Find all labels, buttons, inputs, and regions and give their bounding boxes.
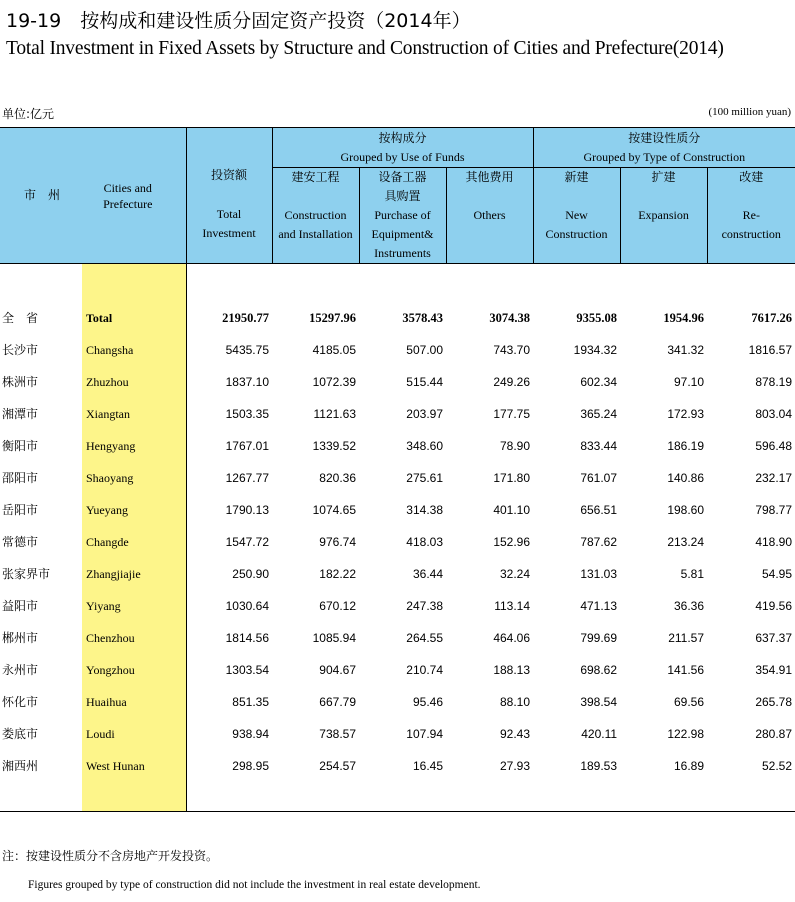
row-name-cn: 株洲市	[2, 374, 39, 389]
cell-value: 131.03	[580, 566, 618, 581]
row-name-en: Changde	[82, 526, 186, 558]
cell-value: 418.90	[755, 534, 793, 549]
header-col-en: New Construction	[545, 208, 608, 241]
row-name-cn: 永州市	[2, 662, 39, 677]
row-name-cn: 怀化市	[2, 694, 39, 709]
cell-value: 904.67	[319, 662, 356, 677]
bottom-cell-yellow	[82, 782, 186, 812]
cell-value: 602.34	[580, 374, 618, 389]
cell-value: 1837.10	[225, 374, 269, 389]
cell-value: 4185.05	[312, 342, 356, 357]
cell-value: 177.75	[493, 406, 531, 421]
table-row	[0, 590, 795, 622]
unit-label-cn: 单位:亿元	[2, 107, 55, 121]
header-total-en: Total Investment	[202, 207, 256, 240]
cell-value: 97.10	[674, 374, 705, 389]
cell-value: 507.00	[406, 342, 443, 357]
cell-value: 667.79	[319, 694, 356, 709]
unit-label-en: (100 million yuan)	[708, 106, 791, 118]
row-name-cn: 长沙市	[2, 342, 39, 357]
header-group-construction-cn: 按建设性质分	[628, 131, 701, 145]
row-name-en: Chenzhou	[82, 622, 186, 654]
spacer-cell-yellow	[82, 264, 186, 302]
row-name-en: Yiyang	[82, 590, 186, 622]
spacer-cell	[186, 264, 795, 302]
header-group-construction-en: Grouped by Type of Construction	[583, 150, 746, 164]
cell-value: 3074.38	[489, 310, 531, 325]
header-col-en: Others	[473, 208, 506, 222]
cell-value: 1954.96	[663, 310, 705, 325]
row-name-en: Huaihua	[82, 686, 186, 718]
header-total-cn: 投资额	[210, 168, 247, 182]
header-col-en: Construction and Installation	[278, 208, 353, 241]
cell-value: 398.54	[580, 694, 618, 709]
row-name-en: Changsha	[82, 334, 186, 366]
cell-value: 172.93	[667, 406, 705, 421]
header-col-cn: 其他费用	[465, 170, 514, 184]
cell-value: 471.13	[580, 598, 618, 613]
cell-value: 265.78	[755, 694, 793, 709]
cell-value: 419.56	[755, 598, 793, 613]
cell-value: 515.44	[406, 374, 443, 389]
cell-value: 1085.94	[312, 630, 356, 645]
cell-value: 314.38	[406, 502, 443, 517]
cell-value: 88.10	[500, 694, 531, 709]
investment-table	[0, 127, 795, 812]
cell-value: 1339.52	[312, 438, 356, 453]
cell-value: 3578.43	[402, 310, 443, 325]
cell-value: 418.03	[406, 534, 443, 549]
row-name-en: West Hunan	[82, 750, 186, 782]
row-name-cn: 湘西州	[2, 758, 39, 773]
cell-value: 211.57	[668, 630, 705, 645]
cell-value: 152.96	[493, 534, 531, 549]
cell-value: 122.98	[667, 726, 705, 741]
row-name-cn: 益阳市	[2, 598, 39, 613]
cell-value: 1767.01	[225, 438, 269, 453]
cell-value: 851.35	[232, 694, 269, 709]
spacer-cell	[0, 264, 82, 302]
cell-value: 189.53	[580, 758, 618, 773]
header-col-5	[707, 168, 795, 264]
cell-value: 354.91	[755, 662, 793, 677]
cell-value: 596.48	[755, 438, 793, 453]
cell-value: 15297.96	[309, 310, 356, 325]
bottom-cell	[186, 782, 795, 812]
cell-value: 1790.13	[225, 502, 269, 517]
cell-value: 210.74	[406, 662, 443, 677]
cell-value: 213.24	[667, 534, 705, 549]
header-group-funds-en: Grouped by Use of Funds	[340, 150, 465, 164]
header-col-en: Expansion	[638, 208, 689, 222]
cell-value: 341.32	[667, 342, 705, 357]
cell-value: 938.94	[232, 726, 269, 741]
cell-value: 1030.64	[225, 598, 269, 613]
table-row	[0, 654, 795, 686]
cell-value: 761.07	[580, 470, 618, 485]
header-col-en: Re-construction	[721, 208, 781, 241]
cell-value: 232.17	[755, 470, 793, 485]
page-title-cn: 19-19 按构成和建设性质分固定资产投资（2014年）	[6, 10, 471, 32]
table-row	[0, 526, 795, 558]
table-row	[0, 462, 795, 494]
header-group-funds-cn: 按构成分	[378, 131, 427, 145]
cell-value: 401.10	[493, 502, 531, 517]
cell-value: 1814.56	[225, 630, 269, 645]
cell-value: 7617.26	[751, 310, 793, 325]
header-col-cn: 扩建	[651, 170, 676, 184]
cell-value: 738.57	[319, 726, 356, 741]
cell-value: 140.86	[667, 470, 705, 485]
table-row	[0, 398, 795, 430]
header-group-construction	[533, 128, 795, 168]
cell-value: 5.81	[680, 566, 705, 581]
cell-value: 264.55	[406, 630, 443, 645]
cell-value: 254.57	[319, 758, 356, 773]
cell-value: 249.26	[493, 374, 531, 389]
table-row	[0, 750, 795, 782]
table-row	[0, 558, 795, 590]
cell-value: 198.60	[667, 502, 705, 517]
row-name-en: Loudi	[82, 718, 186, 750]
cell-value: 107.94	[406, 726, 443, 741]
row-name-cn: 郴州市	[2, 630, 39, 645]
row-name-en: Shaoyang	[82, 462, 186, 494]
table-row	[0, 334, 795, 366]
cell-value: 298.95	[232, 758, 269, 773]
row-name-en: Xiangtan	[82, 398, 186, 430]
row-name-en: Zhuzhou	[82, 366, 186, 398]
cell-value: 1074.65	[312, 502, 356, 517]
cell-value: 878.19	[755, 374, 793, 389]
cell-value: 95.46	[412, 694, 443, 709]
cell-value: 787.62	[580, 534, 618, 549]
cell-value: 637.37	[755, 630, 793, 645]
cell-value: 464.06	[493, 630, 531, 645]
cell-value: 52.52	[762, 758, 793, 773]
cell-value: 182.22	[319, 566, 356, 581]
cell-value: 820.36	[319, 470, 356, 485]
cell-value: 203.97	[406, 406, 443, 421]
page-title-en: Total Investment in Fixed Assets by Structure and Construction of Cities and Prefecture(2014)	[6, 38, 724, 59]
cell-value: 1503.35	[225, 406, 269, 421]
header-col-cn: 建安工程	[291, 170, 340, 184]
cell-value: 670.12	[319, 598, 356, 613]
header-col-0	[272, 168, 359, 264]
cell-value: 833.44	[580, 438, 618, 453]
cell-value: 141.56	[667, 662, 705, 677]
cell-value: 1072.39	[312, 374, 356, 389]
row-name-cn: 衡阳市	[2, 438, 39, 453]
row-name-cn: 岳阳市	[2, 502, 39, 517]
row-name-cn: 湘潭市	[2, 406, 39, 421]
cell-value: 16.89	[674, 758, 705, 773]
cell-value: 656.51	[580, 502, 618, 517]
cell-value: 9355.08	[576, 310, 618, 325]
cell-value: 420.11	[581, 726, 618, 741]
footnote-cn: 注：按建设性质分不含房地产开发投资。	[2, 849, 219, 863]
table-row	[0, 718, 795, 750]
row-name-cn: 张家界市	[2, 566, 51, 581]
cell-value: 27.93	[500, 758, 531, 773]
cell-value: 803.04	[755, 406, 793, 421]
row-name-cn: 邵阳市	[2, 470, 39, 485]
cell-value: 698.62	[580, 662, 618, 677]
header-city-cn: 市 州	[0, 128, 82, 264]
cell-value: 348.60	[406, 438, 443, 453]
row-name-cn: 全 省	[2, 310, 39, 325]
cell-value: 280.87	[755, 726, 793, 741]
header-col-2	[446, 168, 533, 264]
header-col-3	[533, 168, 620, 264]
cell-value: 1934.32	[573, 342, 618, 357]
cell-value: 1816.57	[748, 342, 793, 357]
cell-value: 21950.77	[222, 310, 269, 325]
header-col-en: Purchase of Equipment& Instruments	[371, 208, 434, 260]
row-name-en: Zhangjiajie	[82, 558, 186, 590]
cell-value: 5435.75	[225, 342, 269, 357]
header-col-cn: 新建	[564, 170, 589, 184]
header-col-1	[359, 168, 446, 264]
cell-value: 69.56	[674, 694, 705, 709]
cell-value: 1547.72	[225, 534, 269, 549]
cell-value: 275.61	[406, 470, 443, 485]
cell-value: 171.80	[493, 470, 531, 485]
cell-value: 365.24	[580, 406, 618, 421]
row-name-en: Total	[82, 302, 186, 334]
header-col-cn: 改建	[739, 170, 764, 184]
cell-value: 799.69	[580, 630, 618, 645]
header-city-en: Cities and Prefecture	[82, 128, 186, 264]
header-total	[186, 128, 272, 264]
bottom-cell	[0, 782, 82, 812]
cell-value: 250.90	[232, 566, 269, 581]
cell-value: 16.45	[412, 758, 443, 773]
cell-value: 32.24	[500, 566, 531, 581]
table-row	[0, 366, 795, 398]
row-name-cn: 常德市	[2, 534, 39, 549]
header-col-cn: 设备工器具购置	[378, 170, 427, 203]
cell-value: 743.70	[493, 342, 531, 357]
cell-value: 92.43	[500, 726, 531, 741]
cell-value: 54.95	[762, 566, 793, 581]
cell-value: 976.74	[319, 534, 356, 549]
row-name-en: Yueyang	[82, 494, 186, 526]
table-row	[0, 686, 795, 718]
table-row	[0, 494, 795, 526]
cell-value: 78.90	[500, 438, 531, 453]
row-name-cn: 娄底市	[2, 726, 39, 741]
cell-value: 247.38	[406, 598, 443, 613]
row-name-en: Yongzhou	[82, 654, 186, 686]
table-row-total	[0, 302, 795, 334]
cell-value: 798.77	[755, 502, 793, 517]
header-group-funds	[272, 128, 533, 168]
footnote-en: Figures grouped by type of construction did not include the investment in real estate development.	[28, 879, 481, 891]
cell-value: 1303.54	[225, 662, 269, 677]
cell-value: 188.13	[493, 662, 531, 677]
cell-value: 1121.63	[313, 406, 356, 421]
cell-value: 186.19	[667, 438, 705, 453]
table-row	[0, 622, 795, 654]
cell-value: 1267.77	[225, 470, 269, 485]
table-row	[0, 430, 795, 462]
row-name-en: Hengyang	[82, 430, 186, 462]
cell-value: 36.36	[674, 598, 705, 613]
header-col-4	[620, 168, 707, 264]
cell-value: 36.44	[412, 566, 443, 581]
cell-value: 113.14	[494, 598, 531, 613]
